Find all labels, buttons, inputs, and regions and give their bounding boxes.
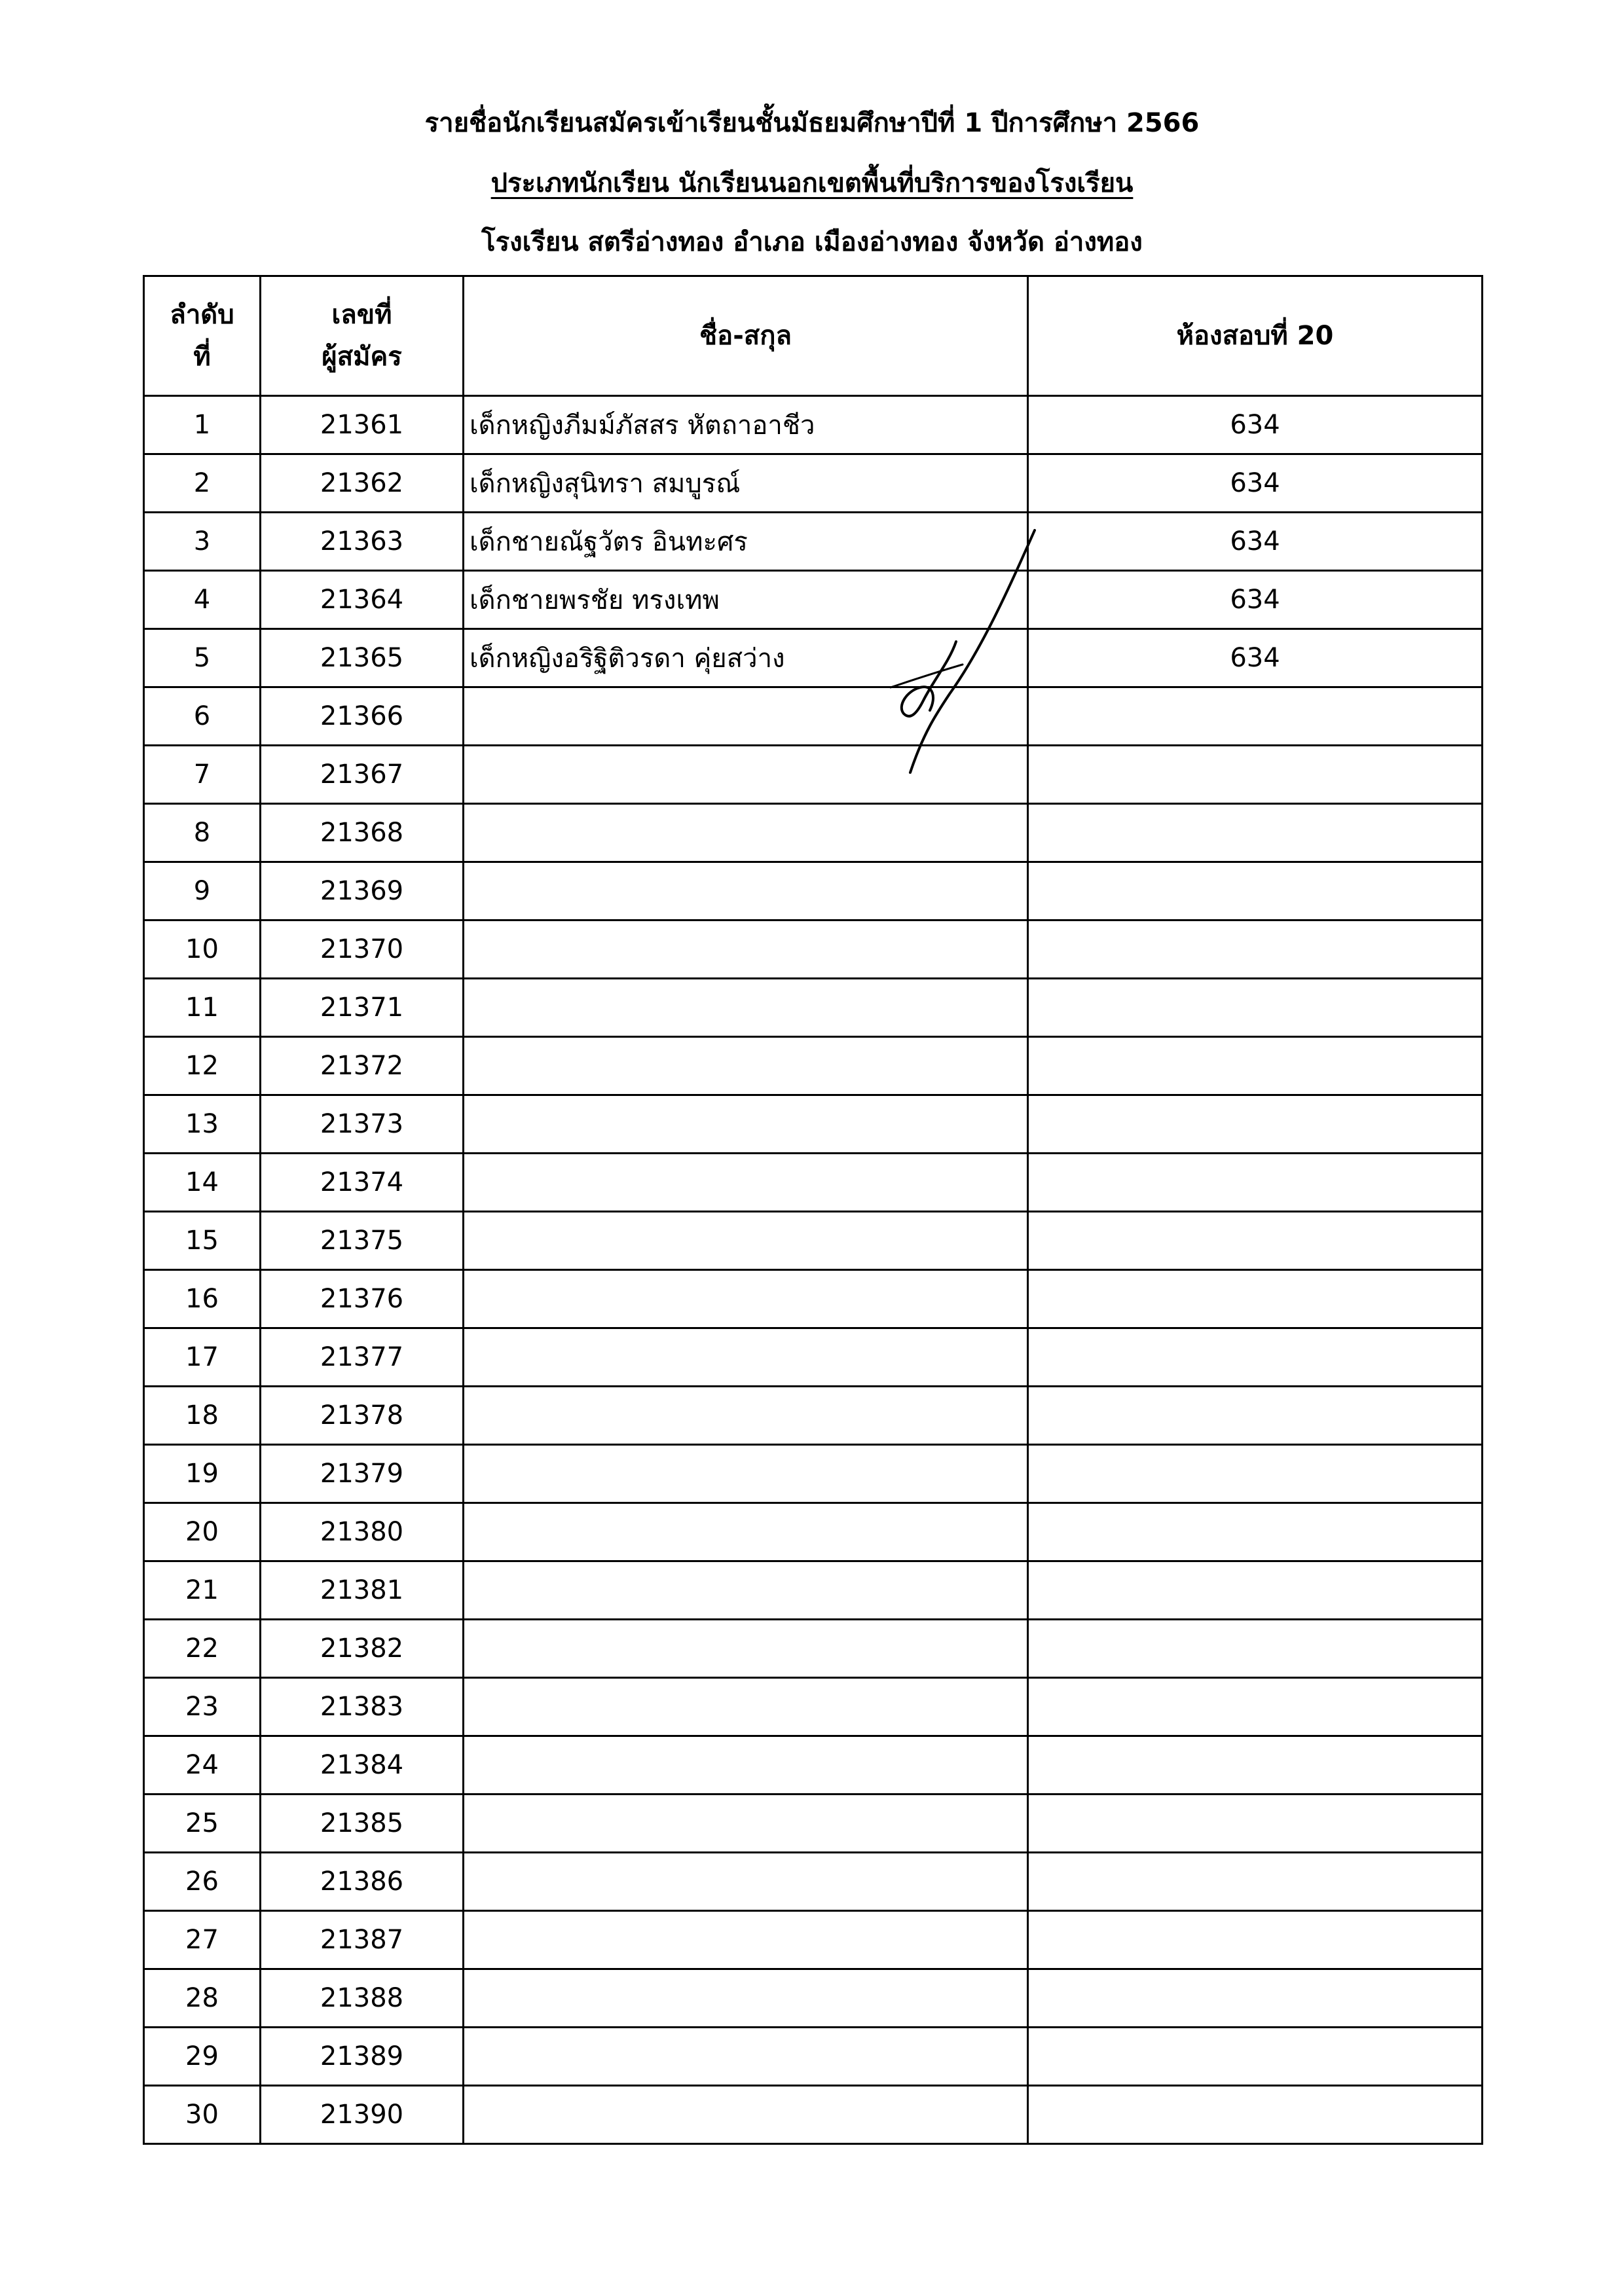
row-name-cell [464,2028,1028,2086]
row-applicant-id-cell: 21384 [261,1736,464,1795]
row-exam-room-cell [1028,746,1483,804]
row-exam-room-cell [1028,1095,1483,1154]
row-name-cell [464,2086,1028,2144]
row-name-cell [464,1328,1028,1387]
row-name-cell [464,1561,1028,1620]
header-name: ชื่อ-สกุล [464,276,1028,396]
table-row [144,2028,1483,2086]
row-name-cell [464,1911,1028,1969]
row-applicant-id-cell: 21387 [261,1911,464,1969]
row-applicant-id-cell: 21383 [261,1678,464,1736]
row-exam-room-cell [1028,1678,1483,1736]
row-name-cell [464,1154,1028,1212]
row-name-cell [464,1270,1028,1328]
row-applicant-id-cell: 21369 [261,862,464,920]
row-applicant-id-cell: 21390 [261,2086,464,2144]
row-name-cell [464,1095,1028,1154]
row-name-cell: เด็กชายพรชัย ทรงเทพ [464,571,1028,629]
table-row [144,629,1483,687]
row-name-cell [464,804,1028,862]
row-applicant-id-cell: 21367 [261,746,464,804]
table-row [144,920,1483,979]
row-exam-room-cell [1028,1503,1483,1561]
header-order [144,276,261,396]
row-order-cell: 17 [144,1328,261,1387]
row-applicant-id-cell: 21365 [261,629,464,687]
row-exam-room-cell [1028,1270,1483,1328]
row-applicant-id-cell: 21380 [261,1503,464,1561]
row-name-cell [464,1212,1028,1270]
student-category-title: ประเภทนักเรียน นักเรียนนอกเขตพื้นที่บริการของโรงเรียน [490,168,1134,198]
row-applicant-id-cell: 21366 [261,687,464,746]
row-applicant-id-cell: 21364 [261,571,464,629]
row-exam-room-cell [1028,1154,1483,1212]
row-order-cell: 7 [144,746,261,804]
row-order-cell: 29 [144,2028,261,2086]
row-name-cell [464,746,1028,804]
row-exam-room-cell [1028,1620,1483,1678]
row-name-cell [464,1037,1028,1095]
row-order-cell: 24 [144,1736,261,1795]
table-row [144,1503,1483,1561]
row-name-cell [464,1969,1028,2028]
table-row [144,1387,1483,1445]
row-applicant-id-cell: 21378 [261,1387,464,1445]
row-name-cell [464,687,1028,746]
row-applicant-id-cell: 21386 [261,1853,464,1911]
row-order-cell: 13 [144,1095,261,1154]
row-applicant-id-cell: 21377 [261,1328,464,1387]
table-row [144,513,1483,571]
row-order-cell: 14 [144,1154,261,1212]
row-exam-room-cell: 634 [1028,454,1483,513]
table-row [144,746,1483,804]
row-name-cell [464,1678,1028,1736]
row-exam-room-cell [1028,1445,1483,1503]
row-order-cell: 15 [144,1212,261,1270]
row-applicant-id-cell: 21362 [261,454,464,513]
row-name-cell [464,1736,1028,1795]
row-exam-room-cell [1028,1328,1483,1387]
table-row [144,1736,1483,1795]
table-row [144,1154,1483,1212]
row-exam-room-cell [1028,1969,1483,2028]
row-exam-room-cell [1028,862,1483,920]
row-order-cell: 16 [144,1270,261,1328]
row-applicant-id-cell: 21371 [261,979,464,1037]
row-name-cell [464,920,1028,979]
table-header-row [144,276,1483,396]
row-exam-room-cell: 634 [1028,396,1483,454]
document-title: รายชื่อนักเรียนสมัครเข้าเรียนชั้นมัธยมศึกษาปีที่ 1 ปีการศึกษา 2566 [424,108,1200,138]
row-applicant-id-cell: 21379 [261,1445,464,1503]
row-order-cell: 2 [144,454,261,513]
row-order-cell: 18 [144,1387,261,1445]
row-order-cell: 10 [144,920,261,979]
row-exam-room-cell [1028,979,1483,1037]
row-exam-room-cell [1028,1795,1483,1853]
row-applicant-id-cell: 21376 [261,1270,464,1328]
table-row [144,571,1483,629]
row-order-cell: 4 [144,571,261,629]
row-order-cell: 23 [144,1678,261,1736]
header-applicant-line2: ผู้สมัคร [322,342,402,372]
row-exam-room-cell [1028,2028,1483,2086]
table-row [144,804,1483,862]
row-name-cell [464,1503,1028,1561]
table-row [144,687,1483,746]
row-name-cell: เด็กหญิงภีมม์ภัสสร หัตถาอาชีว [464,396,1028,454]
row-order-cell: 19 [144,1445,261,1503]
row-applicant-id-cell: 21385 [261,1795,464,1853]
row-name-cell: เด็กหญิงสุนิทรา สมบูรณ์ [464,454,1028,513]
row-name-cell [464,1795,1028,1853]
table-row [144,1620,1483,1678]
row-order-cell: 1 [144,396,261,454]
table-row [144,1853,1483,1911]
row-order-cell: 21 [144,1561,261,1620]
row-applicant-id-cell: 21389 [261,2028,464,2086]
table-row [144,1969,1483,2028]
table-row [144,1911,1483,1969]
row-applicant-id-cell: 21375 [261,1212,464,1270]
row-applicant-id-cell: 21374 [261,1154,464,1212]
row-applicant-id-cell: 21372 [261,1037,464,1095]
row-order-cell: 25 [144,1795,261,1853]
row-exam-room-cell [1028,687,1483,746]
header-exam-room: ห้องสอบที่ 20 [1028,276,1483,396]
row-exam-room-cell [1028,804,1483,862]
row-name-cell [464,1445,1028,1503]
row-order-cell: 6 [144,687,261,746]
row-name-cell: เด็กชายณัฐวัตร อินทะศร [464,513,1028,571]
table-row [144,1212,1483,1270]
table-row [144,1678,1483,1736]
school-location-title: โรงเรียน สตรีอ่างทอง อำเภอ เมืองอ่างทอง จังหวัด อ่างทอง [481,227,1143,257]
table-row [144,1095,1483,1154]
table-row [144,1561,1483,1620]
row-exam-room-cell [1028,920,1483,979]
row-exam-room-cell: 634 [1028,629,1483,687]
table-row [144,454,1483,513]
row-exam-room-cell [1028,1212,1483,1270]
row-applicant-id-cell: 21381 [261,1561,464,1620]
row-name-cell [464,862,1028,920]
row-order-cell: 9 [144,862,261,920]
row-applicant-id-cell: 21363 [261,513,464,571]
row-order-cell: 28 [144,1969,261,2028]
row-order-cell: 3 [144,513,261,571]
row-order-cell: 30 [144,2086,261,2144]
applicant-table [143,275,1483,2145]
row-name-cell: เด็กหญิงอริฐิติวรดา คุ่ยสว่าง [464,629,1028,687]
row-order-cell: 5 [144,629,261,687]
table-row [144,1328,1483,1387]
row-order-cell: 11 [144,979,261,1037]
row-name-cell [464,1387,1028,1445]
row-applicant-id-cell: 21388 [261,1969,464,2028]
row-exam-room-cell [1028,1911,1483,1969]
row-order-cell: 27 [144,1911,261,1969]
row-exam-room-cell [1028,1561,1483,1620]
row-exam-room-cell [1028,1853,1483,1911]
table-row [144,1795,1483,1853]
header-applicant-line1: เลขที่ [331,300,392,330]
row-exam-room-cell [1028,1387,1483,1445]
row-applicant-id-cell: 21373 [261,1095,464,1154]
header-applicant-id [261,276,464,396]
row-order-cell: 12 [144,1037,261,1095]
table-row [144,1270,1483,1328]
row-order-cell: 22 [144,1620,261,1678]
table-row [144,862,1483,920]
row-applicant-id-cell: 21368 [261,804,464,862]
row-exam-room-cell: 634 [1028,513,1483,571]
row-order-cell: 20 [144,1503,261,1561]
table-row [144,979,1483,1037]
row-applicant-id-cell: 21382 [261,1620,464,1678]
row-order-cell: 8 [144,804,261,862]
row-name-cell [464,1620,1028,1678]
row-exam-room-cell: 634 [1028,571,1483,629]
header-order-line2: ที่ [193,342,211,372]
table-body [144,396,1483,2144]
row-exam-room-cell [1028,2086,1483,2144]
table-row [144,396,1483,454]
row-applicant-id-cell: 21370 [261,920,464,979]
row-exam-room-cell [1028,1736,1483,1795]
row-exam-room-cell [1028,1037,1483,1095]
row-applicant-id-cell: 21361 [261,396,464,454]
table-row [144,2086,1483,2144]
row-name-cell [464,1853,1028,1911]
header-order-line1: ลำดับ [170,300,234,330]
table-row [144,1037,1483,1095]
row-name-cell [464,979,1028,1037]
table-row [144,1445,1483,1503]
row-order-cell: 26 [144,1853,261,1911]
